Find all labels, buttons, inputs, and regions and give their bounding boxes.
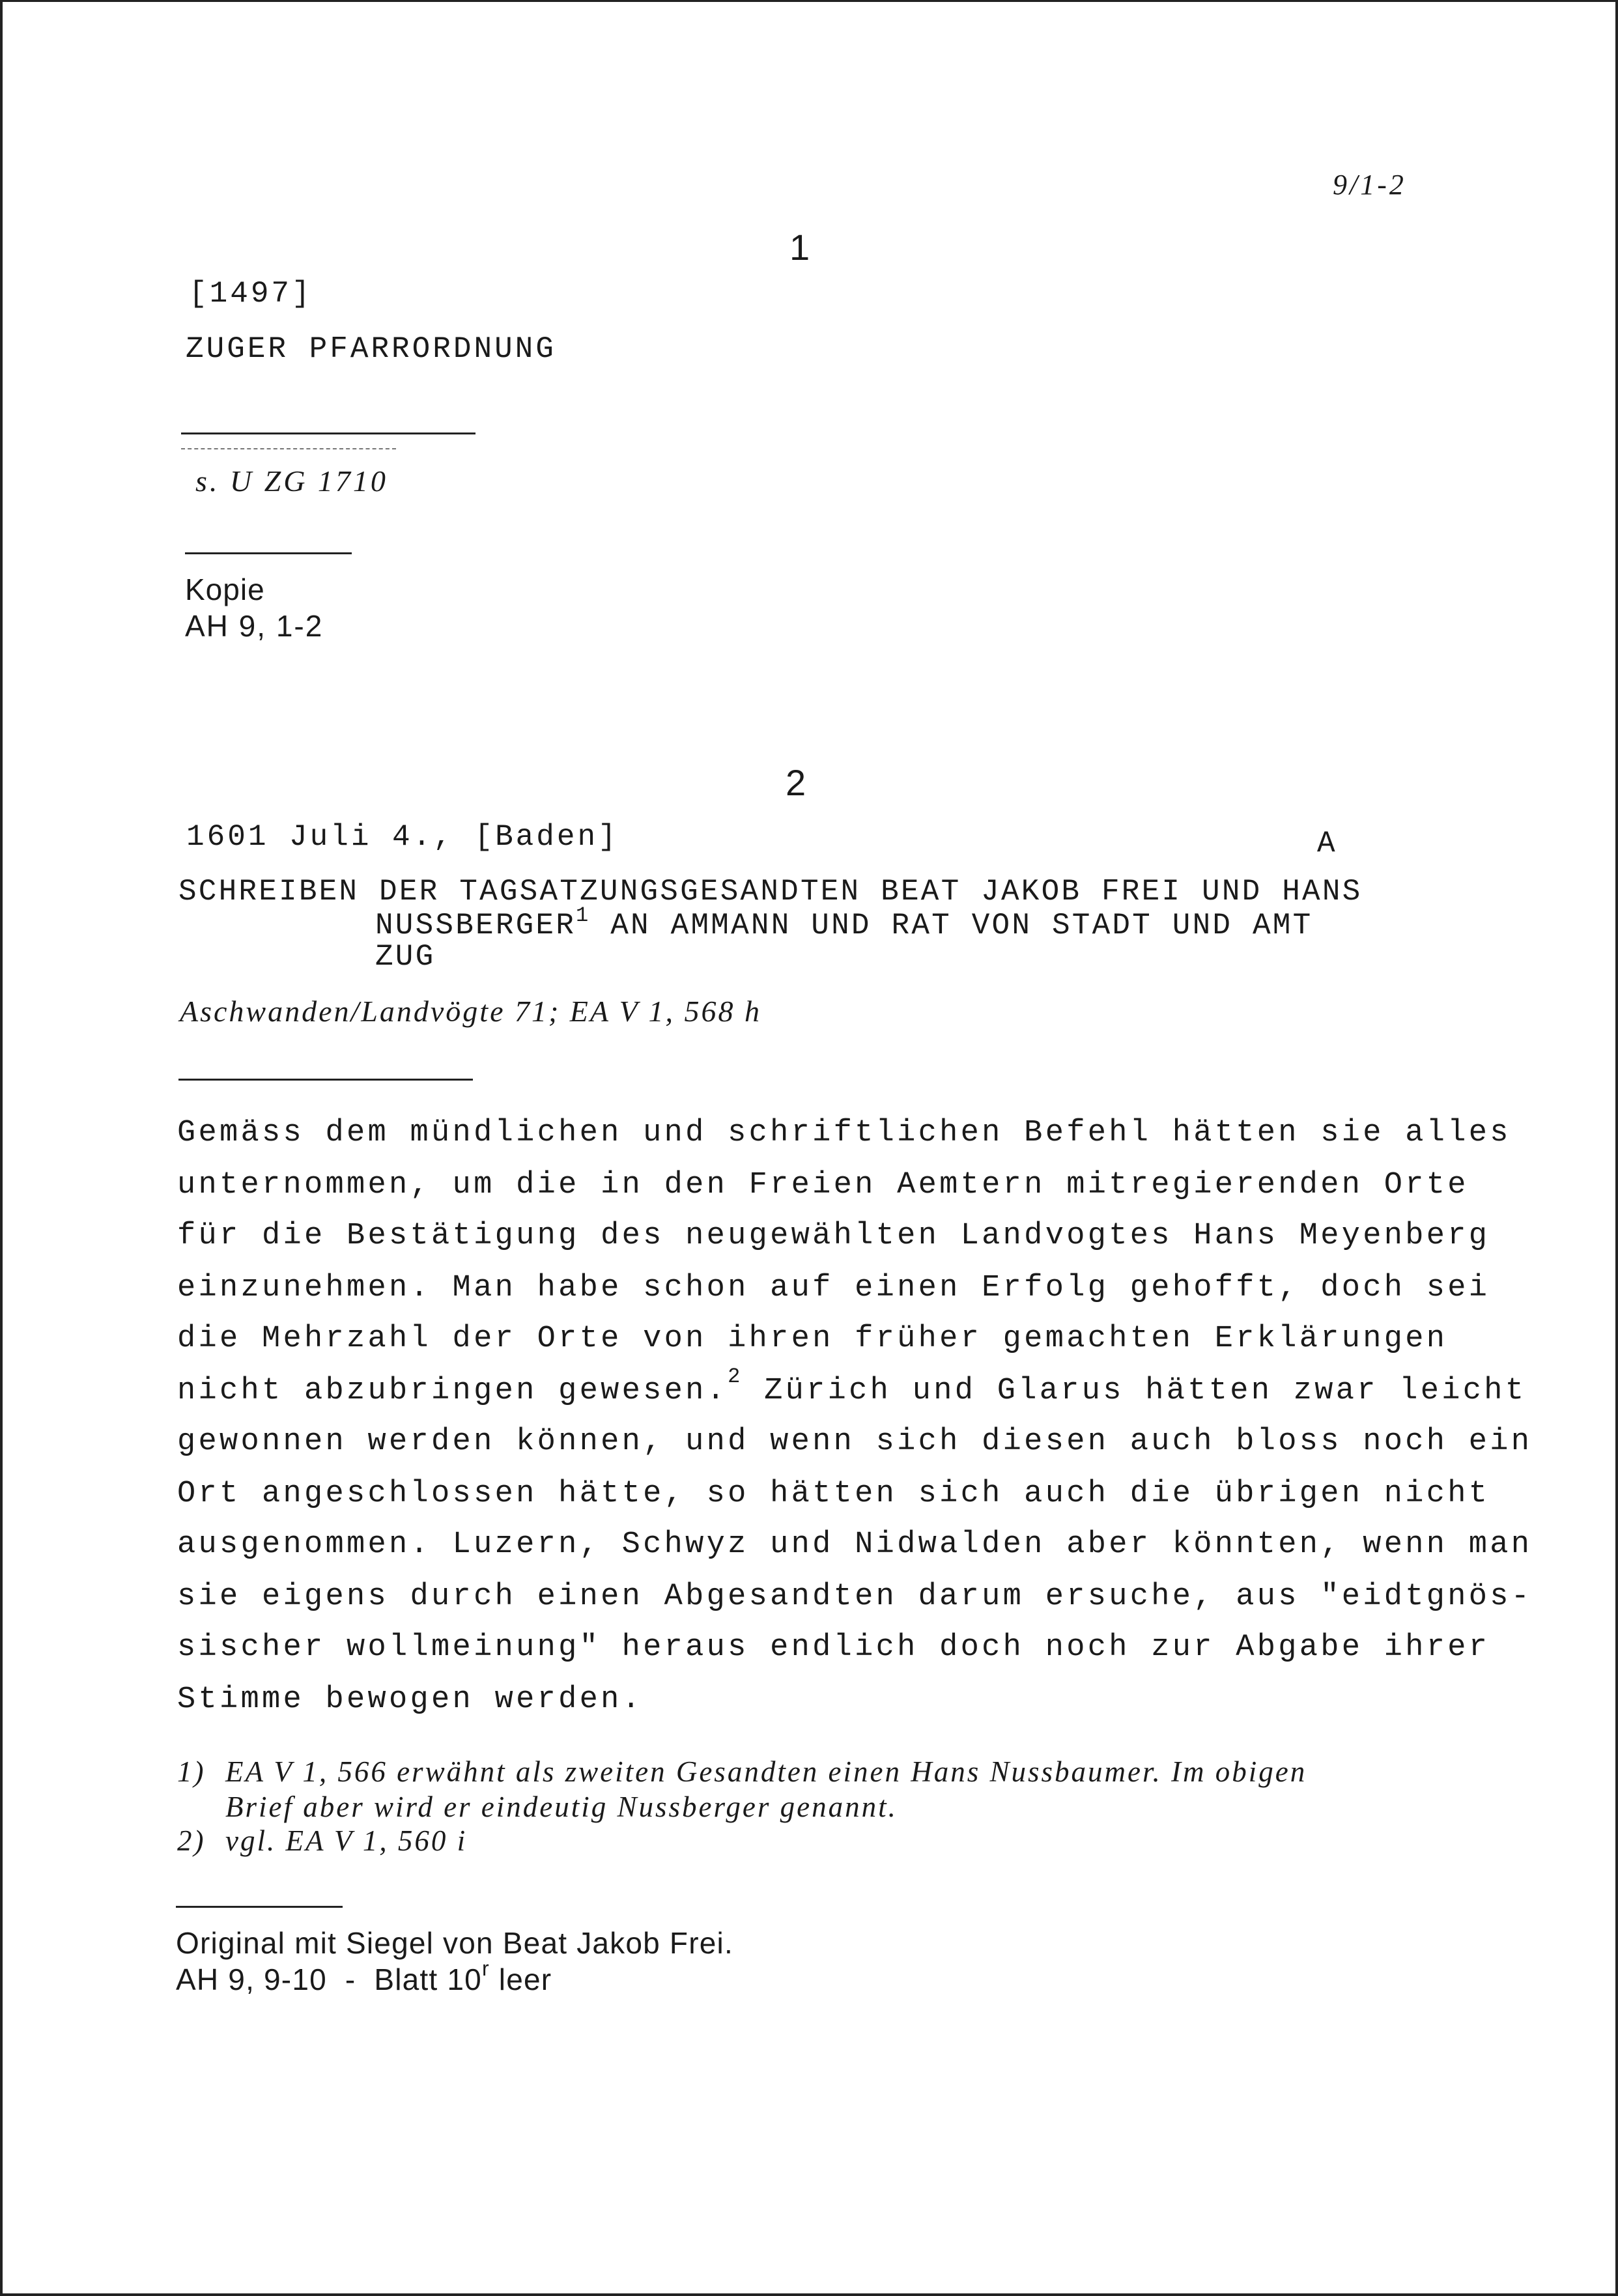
footnote-1-text-cont: Brief aber wird er eindeutig Nussberger genannt. — [225, 1791, 898, 1823]
entry-2-number: 2 — [786, 762, 806, 803]
footnote-1-text: EA V 1, 566 erwähnt als zweiten Gesandten einen Hans Nussbaumer. Im obigen — [225, 1755, 1307, 1788]
body-line: die Mehrzahl der Orte von ihren früher gemachten Erklärungen — [177, 1322, 1448, 1356]
faint-divider — [181, 448, 396, 449]
body-line — [177, 1365, 1527, 1408]
original-line-2 — [176, 1957, 552, 1996]
footnote-1-number: 1) — [177, 1755, 206, 1788]
body-text: Zürich und Glarus hätten zwar leicht — [764, 1374, 1527, 1408]
divider — [185, 552, 352, 554]
entry-2-literature: Aschwanden/Landvögte 71; EA V 1, 568 h — [180, 995, 761, 1028]
footnote-2-number: 2) — [177, 1824, 206, 1857]
body-line: Ort angeschlossen hätte, so hätten sich auch die übrigen nicht — [177, 1477, 1490, 1511]
footnote-2-text: vgl. EA V 1, 560 i — [225, 1824, 468, 1857]
body-line: unternommen, um die in den Freien Aemtern mitregierenden Orte — [177, 1168, 1469, 1202]
body-line: einzunehmen. Man habe schon auf einen Erfolg gehofft, doch sei — [177, 1271, 1490, 1305]
original-ref: AH 9, 9-10 - Blatt 10 — [176, 1963, 482, 1996]
entry-2-date-place: 1601 Juli 4., [Baden] — [186, 820, 619, 854]
body-line: gewonnen werden können, und wenn sich diesen auch bloss noch ein — [177, 1424, 1533, 1459]
body-line: für die Bestätigung des neugewählten Landvogtes Hans Meyenberg — [177, 1219, 1490, 1253]
entry-1-title: ZUGER PFARRORDNUNG — [186, 332, 556, 366]
entry-1-source-type: Kopie — [185, 573, 265, 606]
original-line-1: Original mit Siegel von Beat Jakob Frei. — [176, 1926, 733, 1960]
footnote-ref-1: 1 — [576, 903, 591, 928]
entry-1-reference: s. U ZG 1710 — [195, 464, 388, 498]
title-rest: AN AMMANN UND RAT VON STADT UND AMT — [590, 909, 1313, 942]
page-reference: 9/1-2 — [1333, 169, 1406, 201]
divider — [176, 1906, 343, 1908]
entry-1-source-ref: AH 9, 1-2 — [185, 609, 324, 643]
body-line: ausgenommen. Luzern, Schwyz und Nidwalden aber könnten, wenn man — [177, 1527, 1533, 1562]
body-text: nicht abzubringen gewesen. — [177, 1374, 728, 1408]
entry-2-marker: A — [1317, 827, 1338, 860]
entry-1-date: [1497] — [189, 277, 313, 311]
entry-2-title-line2 — [375, 903, 1313, 942]
footnote-ref-2: 2 — [728, 1365, 743, 1389]
title-name: NUSSBERGER — [375, 909, 576, 942]
divider — [181, 432, 475, 434]
divider — [178, 1079, 473, 1081]
body-line: sie eigens durch einen Abgesandten darum ersuche, aus "eidtgnös- — [177, 1580, 1533, 1614]
entry-1-number: 1 — [789, 227, 810, 268]
body-line: Stimme bewogen werden. — [177, 1682, 644, 1717]
original-note: leer — [489, 1963, 552, 1996]
recto-marker: r — [481, 1957, 490, 1980]
body-line: sischer wollmeinung" heraus endlich doch noch zur Abgabe ihrer — [177, 1630, 1490, 1665]
entry-2-title-line3: ZUG — [375, 940, 436, 974]
entry-2-title-line1: SCHREIBEN DER TAGSATZUNGSGESANDTEN BEAT JAKOB FREI UND HANS — [178, 875, 1363, 909]
body-line: Gemäss dem mündlichen und schriftlichen Befehl hätten sie alles — [177, 1116, 1511, 1150]
